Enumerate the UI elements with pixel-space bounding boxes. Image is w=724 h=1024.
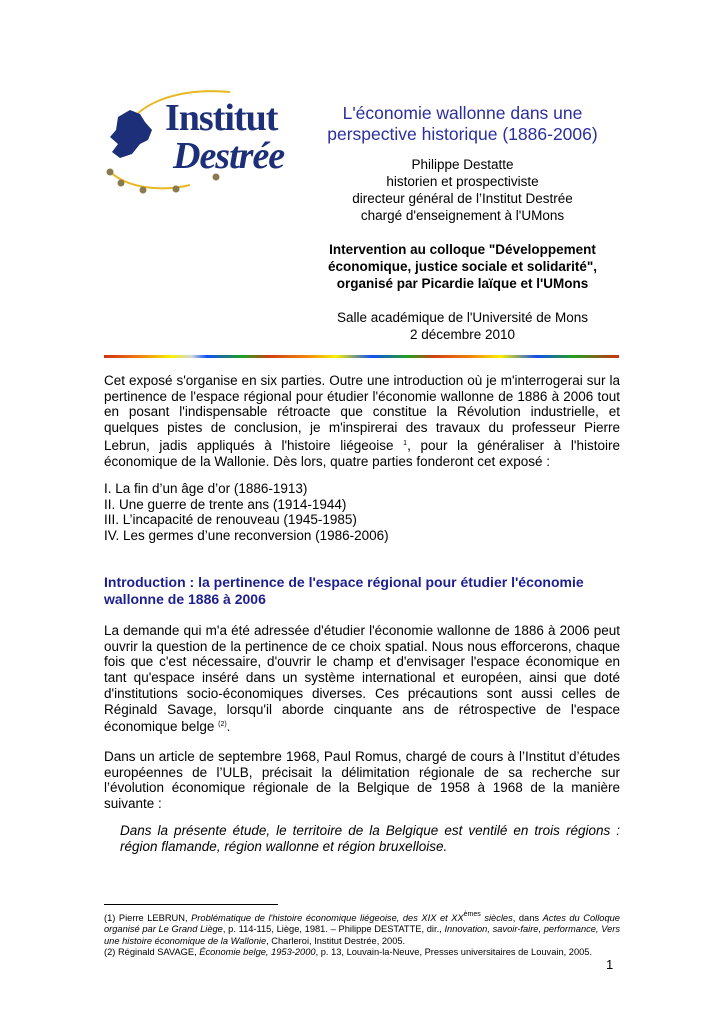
paragraph-3: Dans un article de septembre 1968, Paul Romus, chargé de cours à l’Institut d’études européennes de l’ULB, précisait la délimitation régionale de sa recherche sur l’évolution économique régionale de la Belgique de 1958 à 1968 de la manière suivante : bbox=[104, 749, 620, 812]
list-item: II. Une guerre de trente ans (1914-1944) bbox=[104, 496, 347, 512]
footnote-ref[interactable]: 1 bbox=[403, 439, 408, 447]
footnote-2: (2) Réginald SAVAGE, Économie belge, 1953-2000, p. 13, Louvain-la-Neuve, Presses universitaires de Louvain, 2005. bbox=[104, 946, 593, 957]
section-heading: Introduction : la pertinence de l'espace régional pour étudier l'économie wallonne de 1886 à 2006 bbox=[104, 574, 584, 607]
list-item: III. L’incapacité de renouveau (1945-1985) bbox=[104, 512, 357, 528]
list-item: IV. Les germes d’une reconversion (1986-2006) bbox=[104, 528, 389, 544]
list-item: I. La fin d’un âge d’or (1886-1913) bbox=[104, 481, 308, 496]
parts-list bbox=[104, 481, 620, 544]
author-block: Philippe Destatte historien et prospectiviste directeur général de l’Institut Destrée chargé d'enseignement à l'UMons bbox=[352, 157, 573, 223]
footnote-1: (1) Pierre LEBRUN, Problématique de l'histoire économique liégeoise, des XIX et XXèmes siècles, dans Actes du Colloque organisé par Le Grand Liège, p. 114-115, Liège, 1981. – Philippe DESTATTE, dir., Innovation, savoir-faire, performance, Vers une histoire économique de la Wallonie, Charleroi, Institut Destrée, 2005. bbox=[104, 911, 620, 946]
intro-paragraph: Cet exposé s'organise en six parties. Outre une introduction où je m'interrogerai sur la pertinence de l'espace régional pour étudier l'économie wallonne de 1886 à 2006 tout en posant l'indispensable rétroacte que constitue la Révolution industrielle, et quelques pistes de conclusion, je m'inspirerai des travaux du professeur Pierre Lebrun, jadis appliqués à l'histoire liégeoise $^1$, pour la généraliser à l'histoire économique de la Wallonie. Dès lors, quatre parties fonderont cet exposé : bbox=[104, 373, 620, 469]
paragraph-2: La demande qui m'a été adressée d'étudier l'économie wallonne de 1886 à 2006 peut ouvrir la question de la pertinence de ce choix spatial. Nous nous efforcerons, chaque fois que c'est nécessaire, d'ouvrir le champ et d'envisager l'espace économique en tant qu'espace inséré dans un système international et européen, ainsi que doté d'institutions socio-économiques diverses. Ces précautions sont aussi celles de Réginald Savage, lorsqu'il aborde cinquante ans de rétrospective de l'espace économique belge $^{(2)}$. bbox=[104, 623, 620, 735]
venue-info: Salle académique de l'Université de Mons 2 décembre 2010 bbox=[337, 310, 588, 342]
footnote-separator bbox=[104, 904, 278, 905]
page-number: 1 bbox=[606, 957, 614, 972]
document-title: L'économie wallonne dans une perspective historique (1886-2006) bbox=[327, 103, 598, 144]
colloque-info: Intervention au colloque "Développement économique, justice sociale et solidarité", organisé par Picardie laïque et l'UMons bbox=[328, 242, 597, 291]
footnote-ref[interactable]: (2) bbox=[218, 721, 227, 729]
quote: Dans la présente étude, le territoire de la Belgique est ventilé en trois régions : région flamande, région wallonne et région bruxelloise. bbox=[120, 823, 620, 854]
institut-destree-logo bbox=[100, 82, 295, 197]
footnotes bbox=[104, 909, 620, 958]
rainbow-divider bbox=[104, 355, 619, 358]
logo-text: Institut Destrée bbox=[165, 97, 285, 177]
